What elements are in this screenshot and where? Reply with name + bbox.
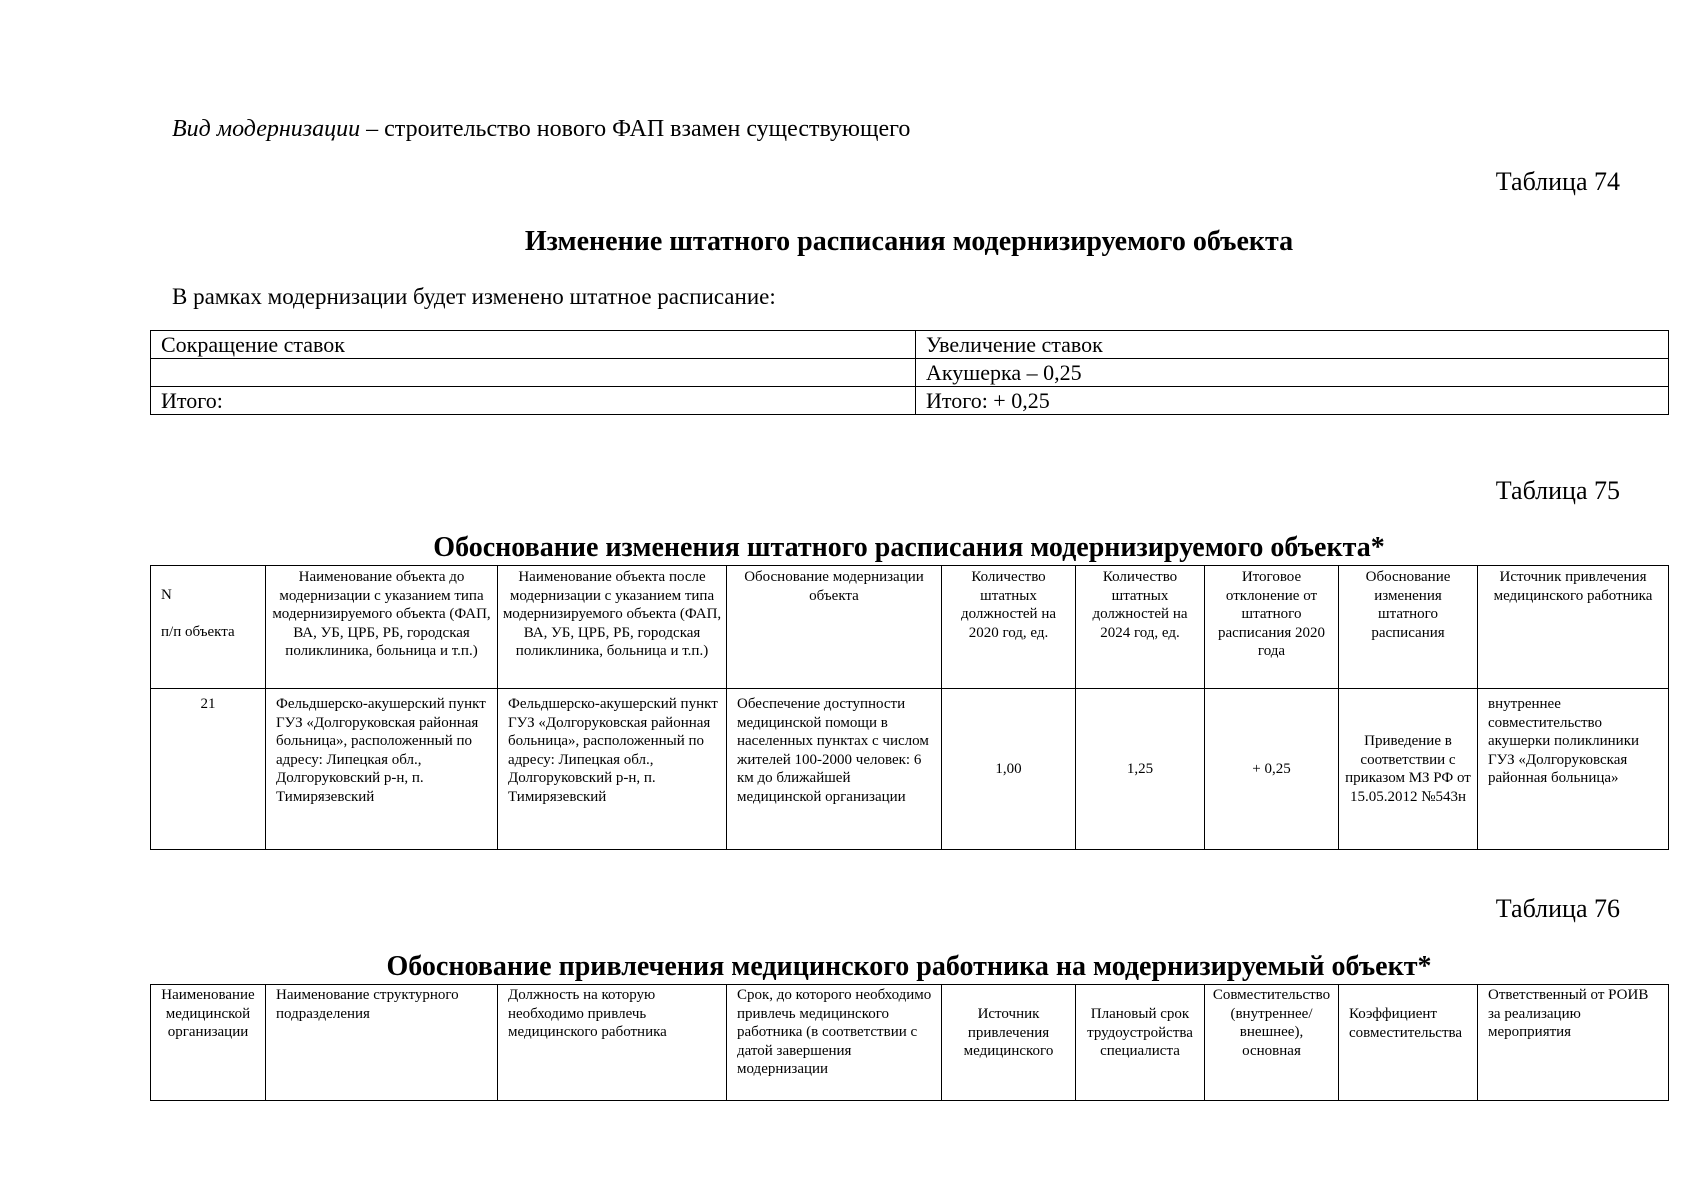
header-cell: Источник привлечения медицинского работника bbox=[1478, 566, 1669, 689]
staff-change-table bbox=[150, 330, 1669, 415]
header-cell: Количество штатных должностей на 2024 год, ед. bbox=[1076, 566, 1205, 689]
table-cell-source: внутреннее совместительство акушерки поликлиники ГУЗ «Долгоруковская районная больница» bbox=[1478, 689, 1669, 850]
table-cell-before: Фельдшерско-акушерский пункт ГУЗ «Долгоруковская районная больница», расположенный по адресу: Липецкая обл., Долгоруковский р-н, п. Тимирязевский bbox=[266, 689, 498, 850]
table76-label: Таблица 76 bbox=[1495, 894, 1620, 923]
header-cell: Итоговое отклонение от штатного расписания 2020 года bbox=[1205, 566, 1339, 689]
header-cell: Обоснование изменения штатного расписания bbox=[1339, 566, 1478, 689]
header-cell: Коэффициент совместительства bbox=[1339, 985, 1478, 1101]
header-cell: Наименование объекта после модернизации с указанием типа модернизируемого объекта (ФАП, ВА, УБ, ЦРБ, РБ, городская поликлиника, больница и т.п.) bbox=[498, 566, 727, 689]
table-row bbox=[151, 387, 1669, 415]
table74-label: Таблица 74 bbox=[1495, 167, 1620, 196]
worker-recruitment-table bbox=[150, 984, 1669, 1101]
header-cell: Количество штатных должностей на 2020 год, ед. bbox=[942, 566, 1076, 689]
table-row bbox=[151, 689, 1669, 850]
table74-intro: В рамках модернизации будет изменено штатное расписание: bbox=[172, 284, 776, 309]
header-cell: Ответственный от РОИВ за реализацию мероприятия bbox=[1478, 985, 1669, 1101]
table-header-row bbox=[151, 566, 1669, 689]
table-cell-reason: Обеспечение доступности медицинской помощи в населенных пунктах с числом жителей 100-2000 человек: 6 км до ближайшей медицинской организации bbox=[727, 689, 942, 850]
table-row bbox=[151, 359, 1669, 387]
header-cell: Совместительство (внутреннее/внешнее), основная bbox=[1205, 985, 1339, 1101]
table-cell-basis: Приведение в соответствии с приказом МЗ РФ от 15.05.2012 №543н bbox=[1339, 689, 1478, 850]
table-cell: Итого: bbox=[151, 387, 916, 415]
table-cell: Акушерка – 0,25 bbox=[916, 359, 1669, 387]
header-cell: Плановый срок трудоустройства специалиста bbox=[1076, 985, 1205, 1101]
table75-title: Обоснование изменения штатного расписания модернизируемого объекта* bbox=[433, 532, 1385, 563]
header-num-line1: N bbox=[161, 587, 172, 603]
header-cell: Должность на которую необходимо привлечь медицинского работника bbox=[498, 985, 727, 1101]
header-num-line2: п/п объекта bbox=[161, 623, 235, 640]
table-header-row bbox=[151, 985, 1669, 1101]
staff-justification-table bbox=[150, 565, 1669, 850]
table-cell bbox=[151, 359, 916, 387]
table76-title: Обоснование привлечения медицинского работника на модернизируемый объект* bbox=[386, 951, 1432, 982]
header-cell: Наименование структурного подразделения bbox=[266, 985, 498, 1101]
table-cell-staff2024: 1,25 bbox=[1076, 689, 1205, 850]
table74-title: Изменение штатного расписания модернизируемого объекта bbox=[524, 226, 1294, 257]
table-cell: Сокращение ставок bbox=[151, 331, 916, 359]
modernization-type-label: Вид модернизации bbox=[172, 116, 361, 142]
modernization-type-text: – строительство нового ФАП взамен существующего bbox=[360, 116, 911, 142]
header-cell: Наименование медицинской организации bbox=[151, 985, 266, 1101]
header-cell: Срок, до которого необходимо привлечь медицинского работника (в соответствии с датой завершения модернизации bbox=[727, 985, 942, 1101]
header-cell: Источник привлечения медицинского bbox=[942, 985, 1076, 1101]
header-cell: Наименование объекта до модернизации с указанием типа модернизируемого объекта (ФАП, ВА, УБ, ЦРБ, РБ, городская поликлиника, больница и т.п.) bbox=[266, 566, 498, 689]
table75-label: Таблица 75 bbox=[1495, 476, 1620, 505]
table-cell: Увеличение ставок bbox=[916, 331, 1669, 359]
table-cell-after: Фельдшерско-акушерский пункт ГУЗ «Долгоруковская районная больница», расположенный по адресу: Липецкая обл., Долгоруковский р-н, п. Тимирязевский bbox=[498, 689, 727, 850]
table-cell: Итого: + 0,25 bbox=[916, 387, 1669, 415]
header-cell-num bbox=[151, 566, 266, 689]
table-cell-staff2020: 1,00 bbox=[942, 689, 1076, 850]
table-cell-num: 21 bbox=[151, 689, 266, 850]
header-cell: Обоснование модернизации объекта bbox=[727, 566, 942, 689]
table-row bbox=[151, 331, 1669, 359]
table-cell-deviation: + 0,25 bbox=[1205, 689, 1339, 850]
modernization-type bbox=[172, 116, 910, 143]
